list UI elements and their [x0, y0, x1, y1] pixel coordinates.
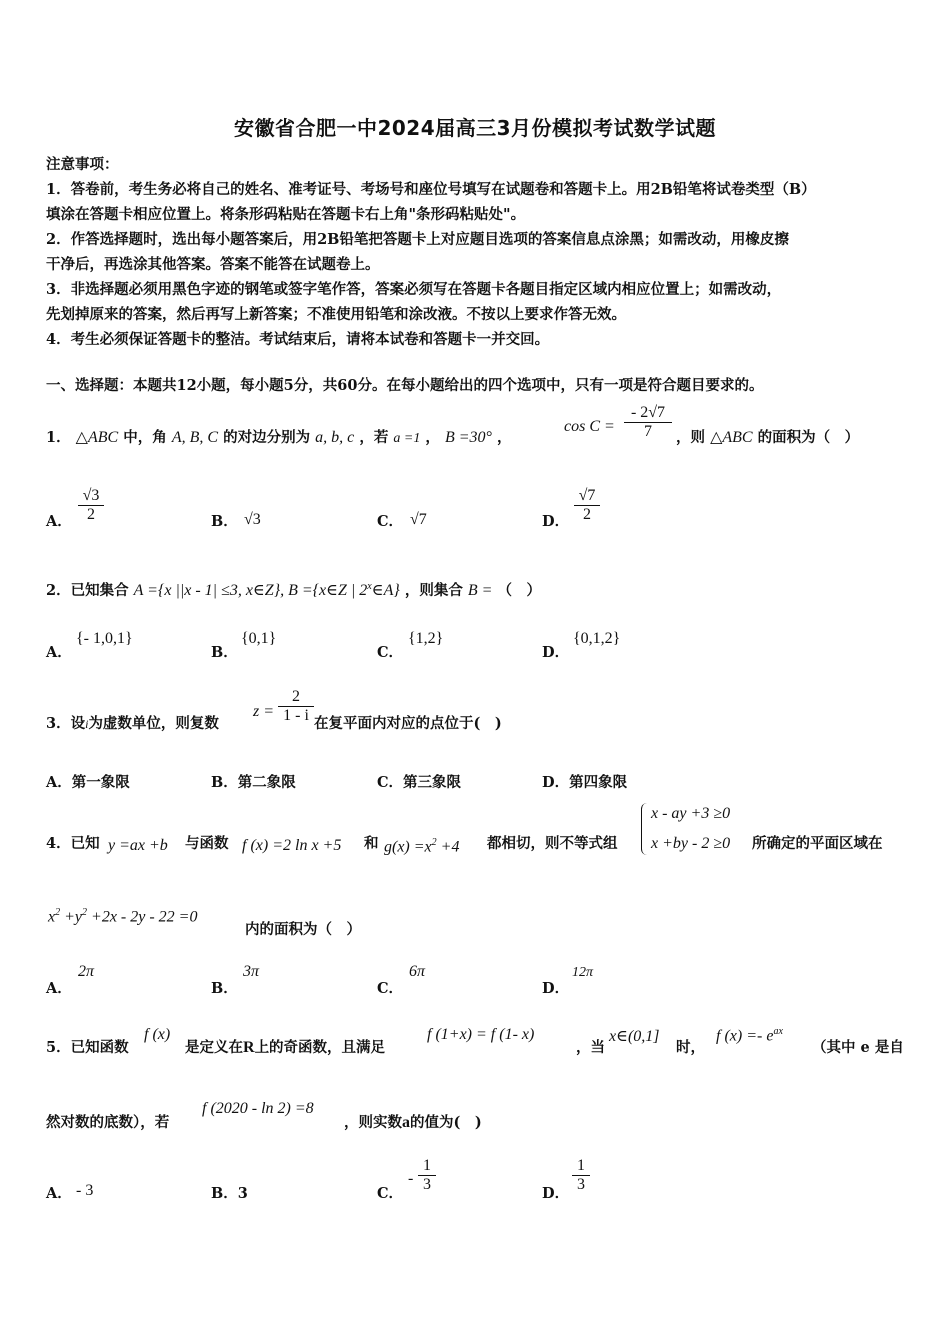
q3-option-c-label: C．	[377, 774, 404, 791]
q3-option-b-label: B．	[211, 774, 238, 791]
q3-denominator: 1 - i	[283, 707, 309, 724]
q1-b-angle: B =30°	[444, 429, 492, 446]
q5-text: ，当	[576, 1039, 605, 1056]
q1-text: 的对边分别为	[223, 429, 311, 446]
q5-option-d-label[interactable]: D．	[542, 1185, 570, 1202]
q2-set-a: A ={x ||x - 1| ≤3, x∈Z}, B =	[133, 582, 313, 599]
q5-text: 时，	[676, 1039, 705, 1056]
q5-real-set: R	[243, 1039, 255, 1056]
q1-number: 1．	[46, 429, 71, 446]
q2-option-a-label[interactable]: A．	[46, 644, 72, 661]
q4-text: 所确定的平面区域在	[752, 835, 883, 852]
q5-definition-exponent: ax	[773, 1026, 783, 1037]
q3-tail: 在复平面内对应的点位于( )	[314, 715, 502, 732]
q1-option-a-denominator: 2	[87, 506, 95, 523]
q3-numerator: 2	[278, 688, 314, 707]
q4-option-d-label[interactable]: D．	[542, 980, 570, 997]
q1-text: 中，角	[123, 429, 167, 446]
q4-function-g-tail: +4	[436, 838, 460, 856]
q5-option-b-label: B．	[211, 1185, 238, 1202]
q4-circle-equation	[48, 907, 197, 926]
section-header: 一、选择题：本题共12小题，每小题5分，共60分。在每小题给出的四个选项中，只有一项是符合题目要求的。	[46, 377, 764, 394]
q5-definition	[716, 1026, 783, 1045]
notes-line: 2．作答选择题时，选出每小题答案后，用2B铅笔把答题卡上对应题目选项的答案信息点涂黑；如需改动，用橡皮擦	[46, 231, 789, 248]
q2-option-d-value: {0,1,2}	[573, 630, 621, 647]
q5-text-part: ，则实数	[344, 1114, 402, 1131]
q5-option-d-fraction	[572, 1157, 590, 1194]
notes-heading: 注意事项：	[46, 156, 119, 173]
q1-text: ，若	[359, 429, 389, 446]
q5-option-b-value: 3	[237, 1185, 248, 1202]
q1-text: 的面积为（ ）	[757, 429, 860, 446]
question-2	[46, 579, 541, 600]
q3-option-a[interactable]	[46, 771, 130, 792]
q4-circle-x: x	[48, 908, 56, 926]
q5-option-a-value: - 3	[76, 1182, 94, 1199]
q5-option-c-label[interactable]: C．	[377, 1185, 404, 1202]
q5-function: f (x)	[144, 1026, 171, 1043]
q4-option-b-label[interactable]: B．	[211, 980, 238, 997]
q4-option-a-value: 2π	[78, 963, 95, 980]
q1-text: ，	[497, 429, 512, 446]
q2-option-c-label[interactable]: C．	[377, 644, 404, 661]
q2-b-label: B =	[467, 582, 493, 599]
q5-option-a-label[interactable]: A．	[46, 1185, 72, 1202]
q1-tail	[676, 426, 859, 447]
q5-text: （其中 e 是自	[812, 1039, 904, 1056]
q3-option-b-value: 第二象限	[237, 774, 296, 791]
q3-z-label: z =	[253, 703, 275, 720]
q3-option-a-label: A．	[46, 774, 72, 791]
q5-option-d-denominator: 3	[577, 1176, 585, 1193]
notes-line: 填涂在答题卡相应位置上。将条形码粘贴在答题卡右上角"条形码粘贴处"。	[46, 206, 526, 223]
notes-line: 干净后，再选涂其他答案。答案不能答在试题卷上。	[46, 256, 380, 273]
q1-option-a-label[interactable]: A．	[46, 513, 72, 530]
q1-text: ，则	[676, 429, 705, 446]
q5-number: 5．已知函数	[46, 1039, 129, 1056]
q5-text-part: 是定义在	[185, 1039, 243, 1056]
q1-cosc-fraction	[624, 404, 672, 441]
q2-option-d-label[interactable]: D．	[542, 644, 570, 661]
q1-cosc-denominator: 7	[644, 423, 652, 440]
q1-option-b-label[interactable]: B．	[211, 513, 238, 530]
q1-triangle: △ABC	[75, 429, 119, 446]
q2-text: ，则集合	[404, 582, 463, 599]
question-1	[46, 426, 512, 447]
q2-set-b-exponent: x	[367, 581, 372, 593]
notes-line: 先划掉原来的答案，然后再写上新答案；不准使用铅笔和涂改液。不按以上要求作答无效。	[46, 306, 626, 323]
q5-text-part: 上的奇函数，且满足	[254, 1039, 386, 1056]
q1-cosc-label: cos C =	[564, 418, 615, 435]
q5-domain: x∈(0,1]	[609, 1028, 660, 1045]
q3-option-d-value: 第四象限	[569, 774, 628, 791]
q4-option-c-label[interactable]: C．	[377, 980, 404, 997]
q4-circle-y-exp: 2	[82, 907, 88, 918]
q2-option-c-value: {1,2}	[408, 630, 444, 647]
q1-option-b-value: √3	[244, 511, 261, 528]
q4-function-g-base: g(x) =x	[384, 838, 432, 856]
q2-option-b-label[interactable]: B．	[211, 644, 238, 661]
q1-option-d-label[interactable]: D．	[542, 513, 570, 530]
q1-comma: ，	[425, 429, 440, 446]
q4-inequality-1: x - ay +3 ≥0	[651, 805, 731, 822]
q5-symmetry: f (1+x) = f (1- x)	[427, 1026, 535, 1043]
notes	[46, 152, 908, 352]
notes-line: 1．答卷前，考生务必将自己的姓名、准考证号、考场号和座位号填写在试题卷和答题卡上。用2B铅笔将试卷类型（B）	[46, 181, 816, 198]
q3-imaginary-unit: i	[85, 717, 89, 731]
q1-option-a-fraction	[78, 487, 104, 524]
q3-number: 3．设	[46, 715, 86, 732]
q2-set-b-end: ∈A}	[371, 582, 400, 599]
notes-line: 3．非选择题必须用黑色字迹的钢笔或签字笔作答，答案必须写在答题卡各题目指定区域内相应位置上；如需改动，	[46, 281, 782, 298]
q4-text: 和	[364, 835, 379, 852]
q4-option-c-value: 6π	[409, 963, 426, 980]
q1-option-d-fraction	[574, 487, 600, 524]
q2-set-b: {x∈Z | 2	[312, 582, 368, 599]
q1-sides: a, b, c	[315, 429, 355, 446]
q4-function-g-exponent: 2	[431, 837, 437, 848]
q4-circle-y: +y	[60, 908, 83, 926]
q3-text: 为虚数单位，则复数	[88, 715, 219, 732]
q4-line: y =ax +b	[108, 837, 168, 854]
q4-text: 与函数	[185, 835, 229, 852]
q1-angles: A, B, C	[171, 429, 219, 446]
q5-option-c-sign: -	[408, 1170, 414, 1187]
q4-number: 4．已知	[46, 835, 100, 852]
notes-line: 4．考生必须保证答题卡的整洁。考试结束后，请将本试卷和答题卡一并交回。	[46, 331, 550, 348]
q3-option-d[interactable]	[542, 771, 627, 792]
question-4	[46, 832, 100, 853]
q4-option-d-value: 12π	[572, 965, 594, 980]
question-3	[46, 712, 219, 733]
q1-cosc-numerator: - 2√7	[624, 404, 672, 423]
q4-text: 内的面积为（ ）	[245, 921, 361, 938]
q1-option-c-label[interactable]: C．	[377, 513, 404, 530]
q5-text-part: 的值为( )	[410, 1114, 482, 1131]
q4-text: 都相切，则不等式组	[487, 835, 618, 852]
q4-function-g	[384, 837, 459, 856]
q3-option-a-value: 第一象限	[71, 774, 130, 791]
q5-condition: f (2020 - ln 2) =8	[202, 1100, 314, 1117]
q2-option-a-value: {- 1,0,1}	[76, 630, 133, 647]
q1-option-a-numerator: √3	[78, 487, 104, 506]
q2-number: 2．已知集合	[46, 582, 129, 599]
q1-a-value: a =1	[393, 431, 421, 446]
q3-option-c-value: 第三象限	[403, 774, 462, 791]
q5-option-b[interactable]	[211, 1182, 248, 1203]
q3-option-d-label: D．	[542, 774, 570, 791]
q5-option-c-numerator: 1	[418, 1157, 436, 1176]
q5-definition-base: f (x) =- e	[716, 1027, 774, 1045]
page-title: 安徽省合肥一中2024届高三3月份模拟考试数学试题	[233, 116, 717, 140]
q5-option-c-denominator: 3	[423, 1176, 431, 1193]
q5-option-c-fraction	[418, 1157, 436, 1194]
q2-paren: （ ）	[497, 582, 542, 599]
q5-tail	[344, 1111, 482, 1132]
q3-option-c[interactable]	[377, 771, 461, 792]
q3-option-b[interactable]	[211, 771, 296, 792]
q4-brace	[641, 803, 650, 855]
question-5	[46, 1036, 129, 1057]
q4-function-f: f (x) =2 ln x +5	[242, 837, 342, 854]
q5-option-d-numerator: 1	[572, 1157, 590, 1176]
q1-option-d-denominator: 2	[583, 506, 591, 523]
q5-text	[185, 1036, 385, 1057]
q3-fraction	[278, 688, 314, 725]
q1-option-d-numerator: √7	[574, 487, 600, 506]
q5-variable-a: a	[402, 1114, 410, 1131]
q4-option-a-label[interactable]: A．	[46, 980, 72, 997]
q4-inequality-2: x +by - 2 ≥0	[651, 835, 731, 852]
q2-option-b-value: {0,1}	[241, 630, 277, 647]
q4-circle-rest: +2x - 2y - 22 =0	[87, 908, 198, 926]
q4-option-b-value: 3π	[243, 963, 260, 980]
q1-triangle-2: △ABC	[710, 429, 753, 446]
q1-option-c-value: √7	[410, 511, 427, 528]
q5-line-2: 然对数的底数），若	[46, 1114, 170, 1131]
q4-circle-x-exp: 2	[55, 907, 61, 918]
